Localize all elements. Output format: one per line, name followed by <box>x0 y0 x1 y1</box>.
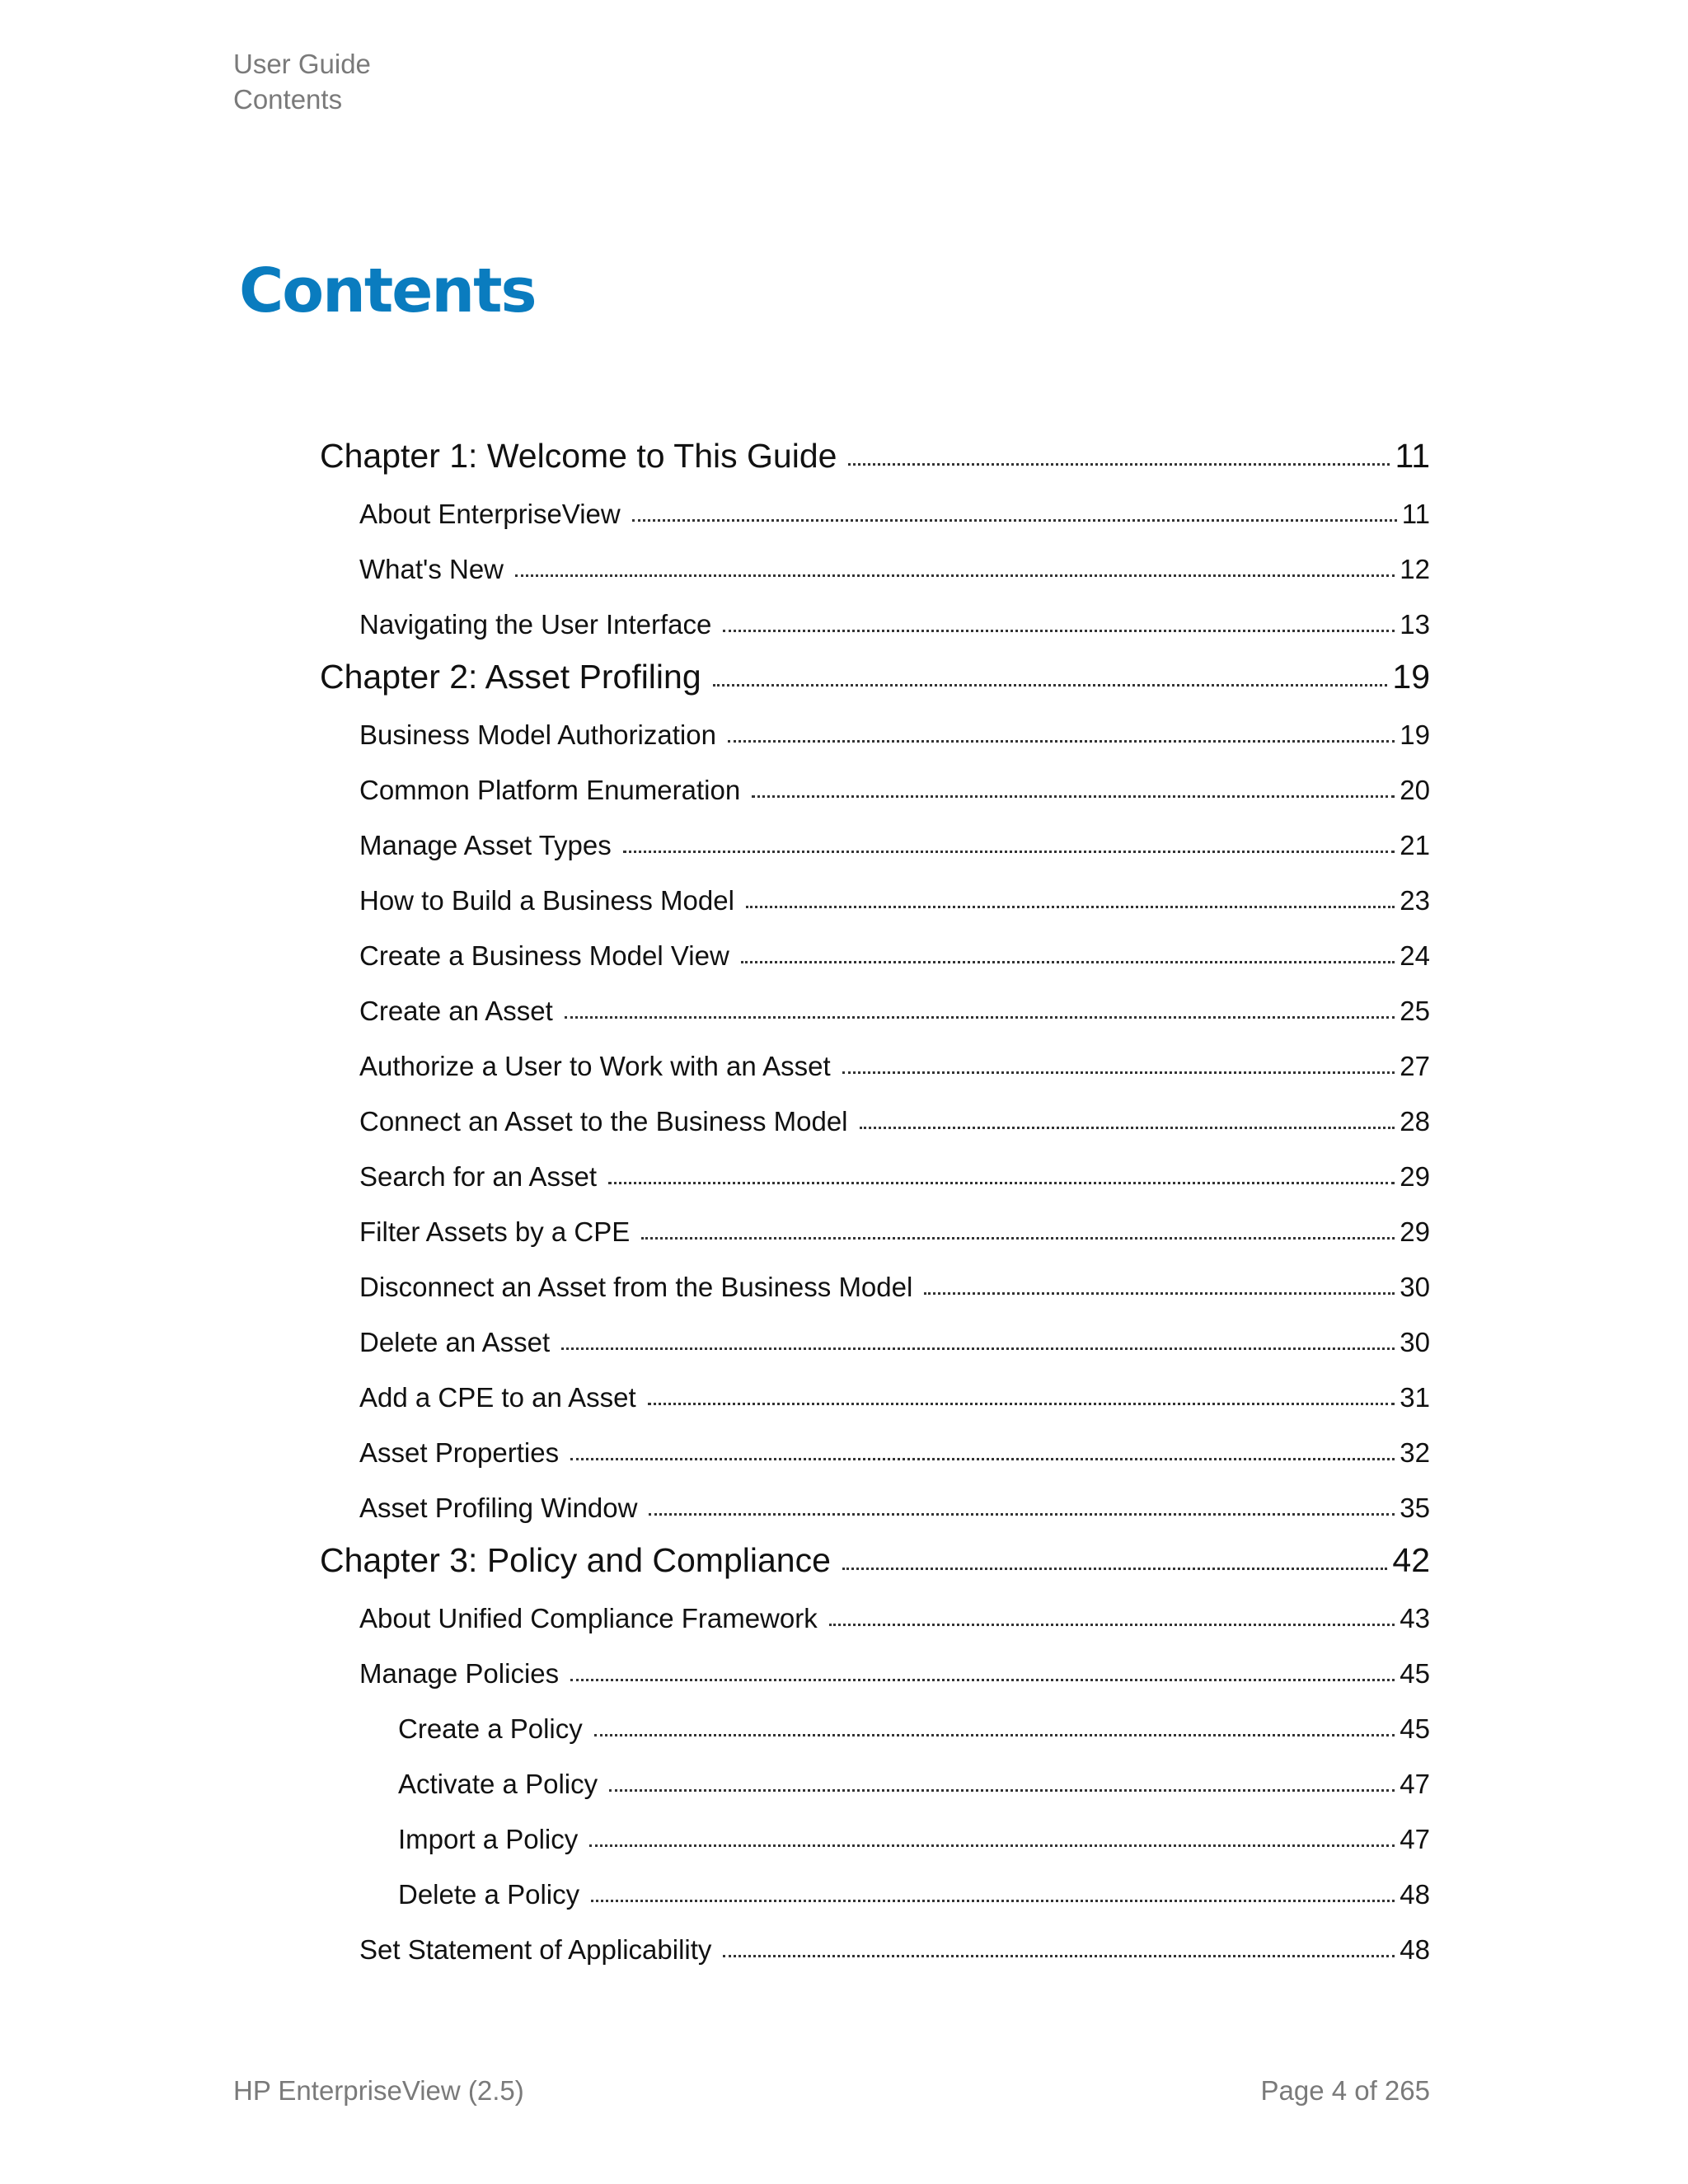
toc-section-entry[interactable] <box>359 1327 1430 1363</box>
toc-entry-page-number: 47 <box>1400 1769 1430 1799</box>
toc-dot-leader <box>848 463 1390 466</box>
toc-entry-page-number: 11 <box>1395 437 1430 475</box>
toc-section-entry[interactable] <box>359 1272 1430 1308</box>
toc-entry-label: Filter Assets by a CPE <box>359 1216 631 1247</box>
toc-entry-page-number: 19 <box>1400 719 1430 750</box>
toc-entry-page-number: 45 <box>1400 1713 1430 1744</box>
toc-section-entry[interactable] <box>359 1934 1430 1971</box>
toc-section-entry[interactable] <box>359 1382 1430 1418</box>
toc-section-entry[interactable] <box>359 1161 1430 1197</box>
toc-section-entry[interactable] <box>359 1493 1430 1529</box>
toc-entry-page-number: 43 <box>1400 1603 1430 1633</box>
toc-entry-label: Manage Asset Types <box>359 830 612 860</box>
toc-section-entry[interactable] <box>359 996 1430 1032</box>
toc-entry-page-number: 21 <box>1400 830 1430 860</box>
toc-section-entry[interactable] <box>359 1437 1430 1474</box>
toc-entry-label: Activate a Policy <box>398 1769 598 1799</box>
toc-entry-label: How to Build a Business Model <box>359 885 734 916</box>
toc-dot-leader <box>632 519 1397 522</box>
toc-entry-label: About Unified Compliance Framework <box>359 1603 818 1633</box>
toc-entry-page-number: 32 <box>1400 1437 1430 1468</box>
toc-entry-page-number: 47 <box>1400 1824 1430 1854</box>
toc-dot-leader <box>649 1513 1395 1516</box>
toc-section-entry[interactable] <box>359 1106 1430 1142</box>
page-title: Contents <box>239 255 536 326</box>
toc-dot-leader <box>641 1237 1395 1240</box>
toc-chapter-entry[interactable] <box>320 437 1430 480</box>
toc-entry-label: Delete a Policy <box>398 1879 580 1910</box>
toc-entry-label: Delete an Asset <box>359 1327 551 1357</box>
toc-section-entry[interactable] <box>359 775 1430 811</box>
toc-entry-page-number: 48 <box>1400 1879 1430 1910</box>
toc-dot-leader <box>594 1734 1395 1736</box>
toc-entry-label: Chapter 1: Welcome to This Guide <box>320 437 837 475</box>
toc-entry-label: Set Statement of Applicability <box>359 1934 712 1965</box>
footer-page-number: Page 4 of 265 <box>1260 2075 1430 2106</box>
toc-entry-label: Search for an Asset <box>359 1161 597 1192</box>
toc-entry-page-number: 23 <box>1400 885 1430 916</box>
header-section-title: Contents <box>233 84 343 115</box>
toc-dot-leader <box>623 851 1395 853</box>
toc-dot-leader <box>515 574 1395 577</box>
toc-entry-label: Chapter 2: Asset Profiling <box>320 658 701 696</box>
toc-dot-leader <box>609 1789 1395 1792</box>
toc-section-entry[interactable] <box>359 885 1430 921</box>
toc-entry-label: Create a Policy <box>398 1713 583 1744</box>
toc-dot-leader <box>570 1458 1395 1460</box>
toc-entry-label: Business Model Authorization <box>359 719 716 750</box>
toc-entry-label: Connect an Asset to the Business Model <box>359 1106 848 1137</box>
toc-entry-page-number: 35 <box>1400 1493 1430 1523</box>
toc-entry-page-number: 27 <box>1400 1051 1430 1081</box>
toc-section-entry[interactable] <box>359 1216 1430 1253</box>
toc-dot-leader <box>723 1955 1395 1957</box>
toc-dot-leader <box>648 1403 1395 1405</box>
toc-entry-label: Import a Policy <box>398 1824 579 1854</box>
toc-entry-page-number: 45 <box>1400 1658 1430 1689</box>
toc-section-entry[interactable] <box>398 1824 1430 1860</box>
toc-entry-label: Authorize a User to Work with an Asset <box>359 1051 831 1081</box>
header-guide-title: User Guide <box>233 49 371 79</box>
toc-entry-label: Chapter 3: Policy and Compliance <box>320 1541 831 1579</box>
toc-entry-label: Disconnect an Asset from the Business Model <box>359 1272 913 1302</box>
toc-entry-page-number: 19 <box>1392 658 1430 696</box>
toc-dot-leader <box>829 1624 1395 1626</box>
toc-dot-leader <box>589 1844 1395 1847</box>
toc-dot-leader <box>842 1071 1395 1074</box>
toc-entry-page-number: 30 <box>1400 1327 1430 1357</box>
toc-entry-page-number: 11 <box>1401 499 1430 529</box>
toc-entry-label: Create a Business Model View <box>359 940 729 971</box>
toc-entry-label: Navigating the User Interface <box>359 609 712 640</box>
toc-entry-page-number: 30 <box>1400 1272 1430 1302</box>
toc-section-entry[interactable] <box>359 609 1430 645</box>
toc-entry-label: Manage Policies <box>359 1658 560 1689</box>
toc-entry-label: Common Platform Enumeration <box>359 775 741 805</box>
toc-section-entry[interactable] <box>359 1658 1430 1694</box>
toc-section-entry[interactable] <box>398 1879 1430 1915</box>
toc-chapter-entry[interactable] <box>320 658 1430 701</box>
toc-entry-page-number: 29 <box>1400 1161 1430 1192</box>
toc-dot-leader <box>860 1127 1395 1129</box>
toc-dot-leader <box>723 630 1395 632</box>
toc-dot-leader <box>741 961 1395 963</box>
toc-section-entry[interactable] <box>398 1713 1430 1750</box>
toc-entry-label: Asset Properties <box>359 1437 560 1468</box>
toc-entry-page-number: 31 <box>1400 1382 1430 1413</box>
toc-entry-label: Create an Asset <box>359 996 553 1026</box>
toc-section-entry[interactable] <box>398 1769 1430 1805</box>
toc-chapter-entry[interactable] <box>320 1541 1430 1584</box>
toc-dot-leader <box>561 1347 1395 1350</box>
toc-section-entry[interactable] <box>359 830 1430 866</box>
toc-entry-page-number: 25 <box>1400 996 1430 1026</box>
toc-entry-page-number: 28 <box>1400 1106 1430 1137</box>
toc-dot-leader <box>752 795 1395 798</box>
toc-section-entry[interactable] <box>359 940 1430 977</box>
toc-entry-page-number: 29 <box>1400 1216 1430 1247</box>
toc-entry-label: What's New <box>359 554 504 584</box>
toc-dot-leader <box>608 1182 1395 1184</box>
toc-entry-page-number: 12 <box>1400 554 1430 584</box>
toc-dot-leader <box>713 684 1388 687</box>
toc-section-entry[interactable] <box>359 1051 1430 1087</box>
toc-entry-label: Add a CPE to an Asset <box>359 1382 636 1413</box>
toc-dot-leader <box>842 1568 1388 1570</box>
toc-entry-page-number: 48 <box>1400 1934 1430 1965</box>
toc-entry-label: About EnterpriseView <box>359 499 621 529</box>
toc-section-entry[interactable] <box>359 719 1430 756</box>
toc-dot-leader <box>565 1016 1395 1019</box>
toc-dot-leader <box>924 1292 1395 1295</box>
toc-entry-label: Asset Profiling Window <box>359 1493 638 1523</box>
toc-dot-leader <box>746 906 1395 908</box>
toc-dot-leader <box>570 1679 1395 1681</box>
toc-entry-page-number: 42 <box>1392 1541 1430 1579</box>
toc-section-entry[interactable] <box>359 554 1430 590</box>
toc-entry-page-number: 20 <box>1400 775 1430 805</box>
toc-section-entry[interactable] <box>359 1603 1430 1639</box>
toc-dot-leader <box>728 740 1395 743</box>
toc-section-entry[interactable] <box>359 499 1430 535</box>
footer-product: HP EnterpriseView (2.5) <box>233 2075 524 2106</box>
toc-entry-page-number: 24 <box>1400 940 1430 971</box>
toc-dot-leader <box>591 1900 1395 1902</box>
toc-entry-page-number: 13 <box>1400 609 1430 640</box>
